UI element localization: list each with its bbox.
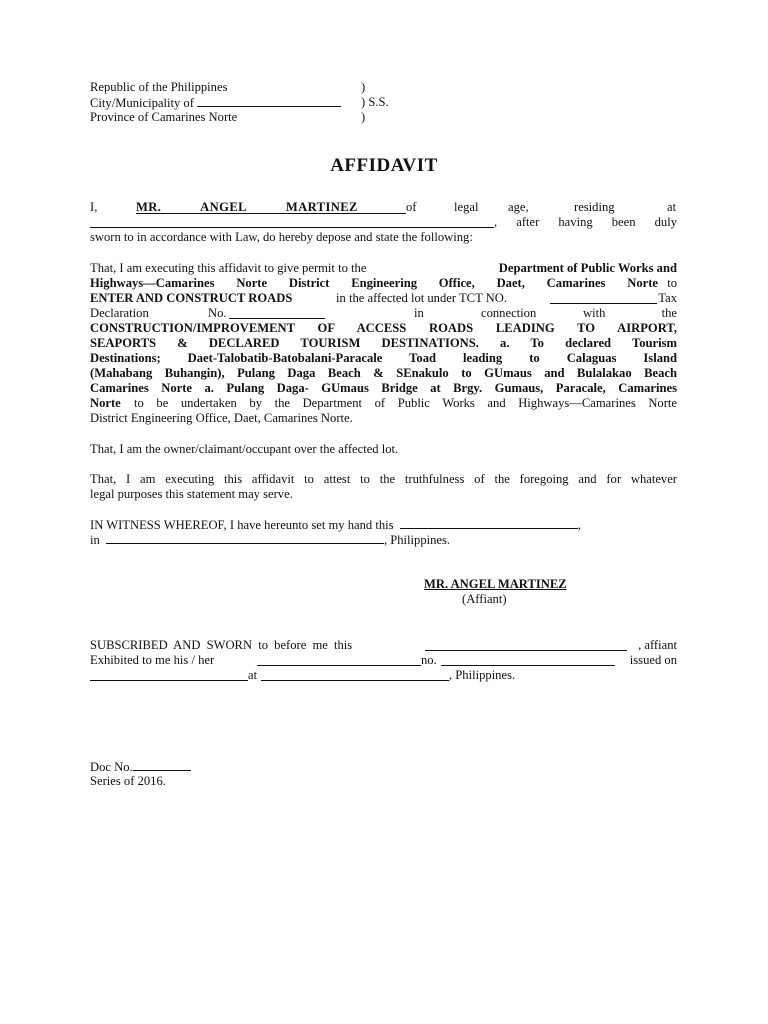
document-title: AFFIDAVIT	[330, 155, 438, 176]
affiant-name: MR. ANGEL MARTINEZ	[136, 200, 406, 214]
permit-line-4-declaration: Declaration	[90, 306, 149, 320]
intro-after-having	[494, 215, 677, 230]
caption-republic-text: Republic of the Philippines	[90, 80, 228, 94]
id-type-blank-line	[257, 654, 421, 666]
jurat-line-2	[90, 653, 677, 668]
doc-no-label: Doc No.	[90, 760, 133, 774]
place-blank-line	[106, 532, 384, 544]
permit-line-10	[90, 396, 677, 411]
caption-city	[90, 95, 677, 110]
intro-age: age,	[508, 200, 529, 214]
jurat-block	[90, 638, 677, 683]
permit-line-4-in: in	[414, 306, 424, 320]
permit-line-2-to: to	[667, 276, 677, 290]
issue-date-blank-line	[90, 669, 248, 681]
date-blank-line	[400, 517, 578, 529]
permit-line-11: District Engineering Office, Daet, Camarines Norte.	[90, 411, 353, 425]
jurat-no: no.	[421, 653, 437, 667]
permit-line-3-bold: ENTER AND CONSTRUCT ROADS	[90, 291, 293, 305]
intro-of: of	[406, 200, 417, 214]
city-blank-line	[197, 95, 341, 107]
permit-line-7: Destinations; Daet-Talobatib-Batobalani-Paracale Toad leading to Calaguas Island	[90, 351, 677, 365]
permit-line-9: Camarines Norte a. Pulang Daga- GUmaus Bridge at Brgy. Gumaus, Paracale, Camarines	[90, 381, 677, 395]
permit-line-10-bold: Norte	[90, 396, 121, 410]
truthfulness-line-1: That, I am executing this affidavit to attest to the truthfulness of the foregoing and for whatever	[90, 472, 677, 486]
intro-paragraph	[90, 200, 677, 245]
permit-line-10-text: to be undertaken by the Department of Public Works and Highways—Camarines Norte	[134, 396, 677, 410]
series-line: Series of 2016.	[90, 774, 166, 788]
permit-line-1-bold: Department of Public Works and	[498, 261, 677, 275]
permit-line-6: SEAPORTS & DECLARED TOURISM DESTINATIONS. a. To declared Tourism	[90, 336, 677, 350]
id-number-blank-line	[441, 654, 615, 666]
owner-line: That, I am the owner/claimant/occupant over the affected lot.	[90, 442, 399, 456]
intro-at: at	[667, 200, 677, 214]
permit-line-1-text: That, I am executing this affidavit to give permit to the	[90, 261, 367, 275]
intro-residing: residing	[574, 200, 615, 214]
caption-province	[90, 110, 677, 125]
witness-line-1-text: IN WITNESS WHEREOF, I have hereunto set my hand this	[90, 518, 394, 532]
caption-block	[90, 80, 677, 125]
caption-province-text: Province of Camarines Norte	[90, 110, 238, 124]
caption-republic	[90, 80, 677, 95]
permit-line-4-connection: connection	[481, 306, 537, 320]
permit-line-2-bold: Highways—Camarines Norte District Engineering Office, Daet, Camarines Norte	[90, 276, 658, 290]
witness-comma: ,	[577, 518, 581, 532]
permit-line-1	[90, 261, 677, 276]
permit-line-3-tax: Tax	[658, 291, 677, 305]
caption-paren-3: )	[361, 110, 366, 124]
caption-paren-1: )	[361, 80, 366, 94]
jurat-date-blank-line	[425, 639, 627, 651]
tct-blank-line	[550, 292, 657, 304]
truthfulness-paragraph	[90, 472, 677, 502]
permit-paragraph	[90, 261, 677, 426]
jurat-at: at	[248, 668, 258, 682]
jurat-affiant: , affiant	[638, 638, 677, 652]
jurat-issued-on: issued on	[629, 653, 677, 667]
jurat-line-1-text: SUBSCRIBED AND SWORN to before me this	[90, 638, 353, 652]
permit-line-2	[90, 276, 677, 291]
witness-philippines: , Philippines.	[383, 533, 451, 547]
jurat-line-1	[90, 638, 677, 653]
witness-block	[90, 517, 677, 547]
owner-paragraph	[90, 442, 677, 457]
caption-paren-2: ) S.S.	[361, 95, 389, 109]
residence-blank-line	[90, 216, 494, 228]
intro-line-1	[90, 200, 677, 215]
signature-role: (Affiant)	[462, 592, 507, 606]
signature-name: MR. ANGEL MARTINEZ	[424, 577, 567, 591]
witness-in: in	[90, 533, 100, 547]
permit-line-4-the: the	[661, 306, 677, 320]
witness-line-2	[90, 532, 677, 547]
intro-line-2	[90, 215, 677, 230]
intro-after-having-text: , after having been duly	[494, 215, 677, 229]
witness-line-1	[90, 517, 677, 532]
truthfulness-line-2: legal purposes this statement may serve.	[90, 487, 293, 501]
issue-place-blank-line	[261, 669, 449, 681]
permit-line-3	[90, 291, 677, 306]
permit-line-4-with: with	[583, 306, 606, 320]
jurat-line-3	[90, 668, 677, 683]
permit-line-5: CONSTRUCTION/IMPROVEMENT OF ACCESS ROADS LEADING TO AIRPORT,	[90, 321, 677, 335]
intro-pronoun: I,	[90, 200, 98, 214]
intro-legal: legal	[454, 200, 479, 214]
doc-no-line	[90, 759, 677, 774]
tax-dec-blank-line	[229, 307, 325, 319]
permit-line-8: (Mahabang Buhangin), Pulang Daga Beach & SEnakulo to GUmaus and Bulalakao Beach	[90, 366, 677, 380]
intro-line-3: sworn to in accordance with Law, do hereby depose and state the following:	[90, 230, 473, 244]
jurat-philippines: , Philippines.	[449, 668, 516, 682]
permit-line-3-text: in the affected lot under TCT NO.	[336, 291, 508, 305]
permit-line-4	[90, 306, 677, 321]
jurat-line-2-text: Exhibited to me his / her	[90, 653, 215, 667]
caption-city-text: City/Municipality of	[90, 96, 194, 110]
permit-line-4-no: No.	[208, 306, 227, 320]
notarial-footer	[90, 759, 677, 789]
doc-no-blank-line	[133, 759, 191, 771]
